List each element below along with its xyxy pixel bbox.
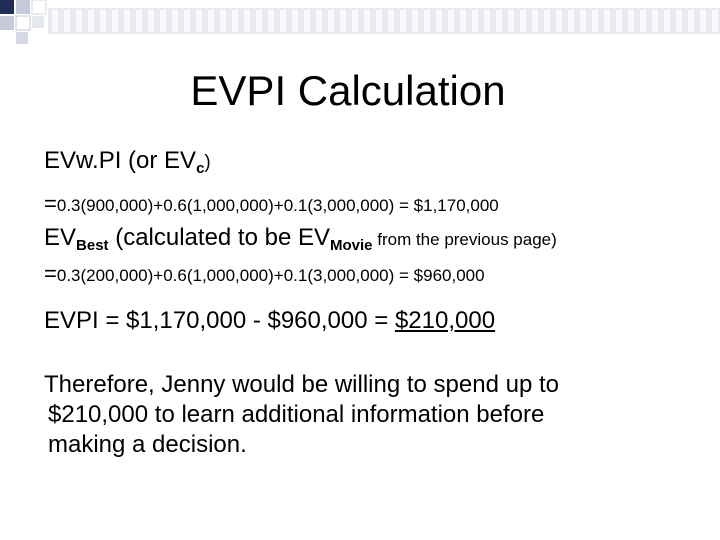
conclusion-paragraph: [44, 370, 559, 460]
evwpi-close-paren: ): [204, 152, 211, 173]
conclusion-line-2: $210,000 to learn additional information before: [48, 401, 545, 428]
conclusion-line-1: Therefore, Jenny would be willing to spend up to: [44, 371, 559, 398]
evbest-subscript: Best: [76, 237, 109, 254]
evpi-text: EVPI = $1,170,000 - $960,000 =: [44, 307, 395, 334]
evbest-tail: from the previous page): [372, 230, 557, 249]
evbest-ev: EV: [44, 224, 77, 251]
evwpi-equals: =: [44, 191, 57, 216]
conclusion-line-3: making a decision.: [48, 431, 247, 458]
evwpi-label: EVw.PI (or EV: [44, 147, 197, 174]
evbest-middle: (calculated to be EV: [108, 224, 330, 251]
evbest-equals: =: [44, 261, 57, 286]
evwpi-formula-text: 0.3(900,000)+0.6(1,000,000)+0.1(3,000,000) = $1,170,000: [56, 196, 499, 215]
slide-title: [0, 66, 720, 116]
evbest-formula: [44, 261, 485, 287]
evwpi-formula: [44, 191, 499, 217]
evwpi-line: [44, 147, 211, 177]
evbest-formula-text: 0.3(200,000)+0.6(1,000,000)+0.1(3,000,000) = $960,000: [56, 266, 485, 285]
header-decoration: [0, 0, 720, 50]
evbest-line: [44, 224, 557, 254]
evpi-line: [44, 307, 495, 335]
evwpi-subscript: c: [196, 160, 205, 177]
evbest-movie-subscript: Movie: [330, 237, 373, 254]
evpi-answer: $210,000: [394, 307, 496, 334]
slide-title-text: EVPI Calculation: [190, 67, 506, 114]
